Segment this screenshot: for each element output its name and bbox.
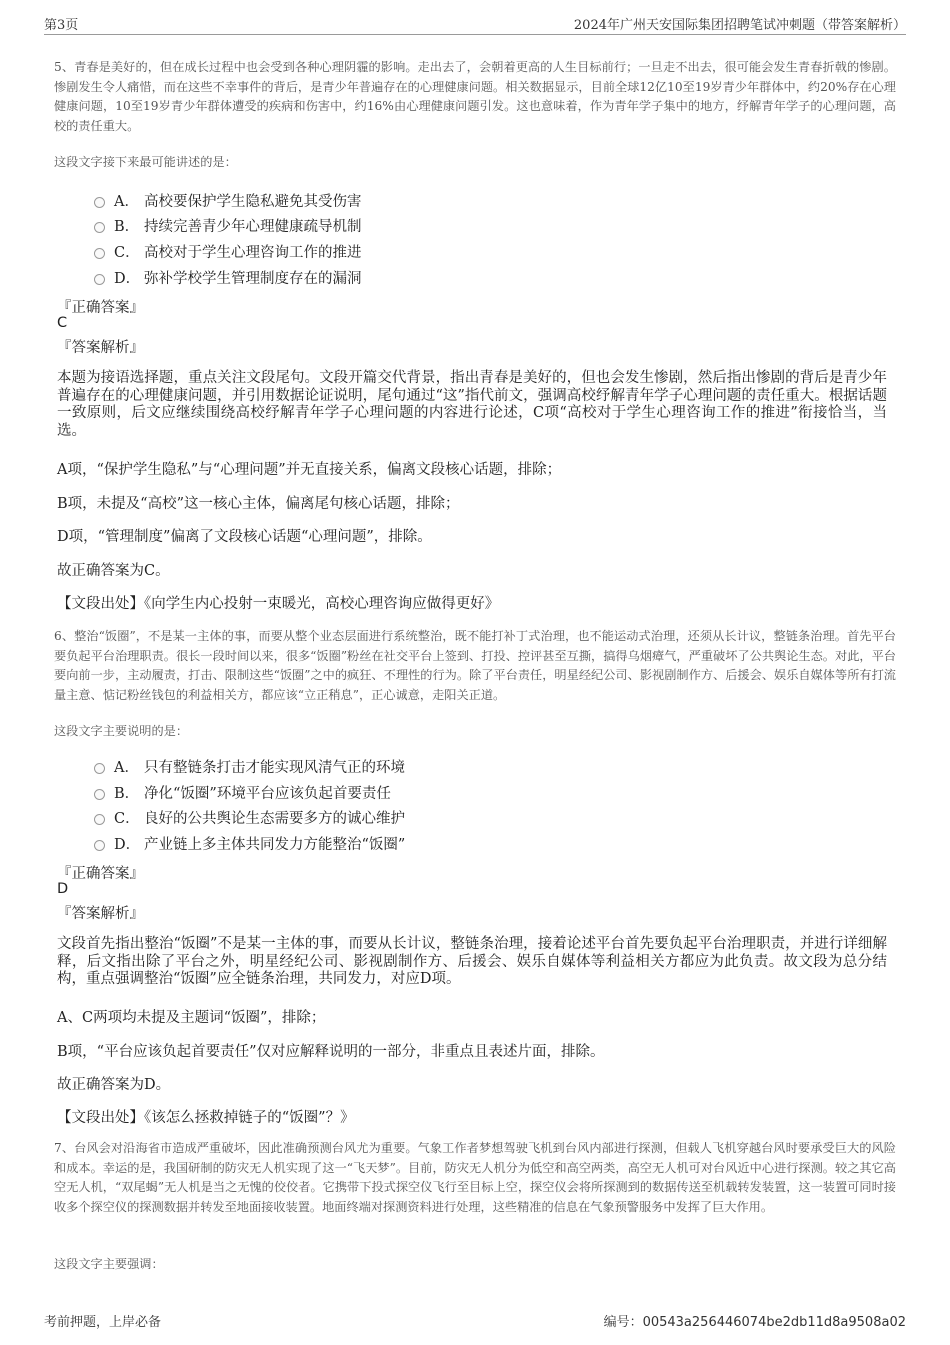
option-letter: C． bbox=[114, 244, 140, 261]
radio-icon[interactable] bbox=[94, 248, 105, 259]
option-text: 高校对于学生心理咨询工作的推进 bbox=[144, 244, 362, 261]
question-7-prompt: 这段文字主要强调： bbox=[54, 1257, 164, 1271]
q5-option-c[interactable] bbox=[94, 240, 362, 262]
question-6-prompt: 这段文字主要说明的是： bbox=[54, 724, 189, 738]
q5-answer-label: 『正确答案』 bbox=[57, 300, 144, 316]
q5-analysis-line: A项，“保护学生隐私”与“心理问题”并无直接关系，偏离文段核心话题，排除； bbox=[57, 462, 562, 478]
option-text: 持续完善青少年心理健康疏导机制 bbox=[144, 218, 362, 235]
radio-icon[interactable] bbox=[94, 789, 105, 800]
option-text: 弥补学校学生管理制度存在的漏洞 bbox=[144, 270, 362, 287]
option-text: 净化“饭圈”环境平台应该负起首要责任 bbox=[144, 785, 391, 802]
question-5-text: 5、青春是美好的，但在成长过程中也会受到各种心理阴霾的影响。走出去了，会朝着更高的人生目标前行；一旦走不出去，很可能会发生青春折戟的惨剧。惨剧发生令人痛惜，而在这些不幸事件的背后，是青少年普遍存在的心理健康问题。相关数据显示，目前全球12亿10至19岁青少年群体中，约20%存在心理健康问题，10至19岁青少年群体遭受的疾病和伤害中，约16%由心理健康问题引发。这也意味着，作为青年学子集中的地方，纾解青年学子的心理问题，高校的责任重大。 bbox=[54, 60, 896, 134]
q6-analysis-line: B项，“平台应该负起首要责任”仅对应解释说明的一部分，非重点且表述片面，排除。 bbox=[57, 1044, 605, 1060]
radio-icon[interactable] bbox=[94, 197, 105, 208]
q6-analysis-label: 『答案解析』 bbox=[57, 906, 144, 922]
q6-option-c[interactable] bbox=[94, 806, 405, 828]
q6-analysis-line: A、C两项均未提及主题词“饭圈”，排除； bbox=[57, 1010, 326, 1026]
q5-source: 【文段出处】《向学生内心投射一束暖光，高校心理咨询应做得更好》 bbox=[57, 596, 500, 612]
footer-slogan: 考前押题，上岸必备 bbox=[44, 1315, 162, 1330]
q6-answer: D bbox=[57, 881, 69, 897]
q5-option-b[interactable] bbox=[94, 214, 362, 236]
document-id-value: 00543a256446074be2db11d8a9508a02 bbox=[642, 1315, 906, 1330]
q5-option-d[interactable] bbox=[94, 266, 362, 288]
q6-analysis: 文段首先指出整治“饭圈”不是某一主体的事，而要从长计议，整链条治理，接着论述平台首先要负起平台治理职责，并进行详细解释，后文指出除了平台之外，明星经纪公司、影视剧制作方、后援会、娱乐自媒体等利益相关方都应为此负责。故文段为总分结构，重点强调整治“饭圈”应全链条治理，共同发力，对应D项。 bbox=[57, 936, 887, 987]
q6-option-a[interactable] bbox=[94, 755, 405, 777]
radio-icon[interactable] bbox=[94, 814, 105, 825]
question-7-text: 7、台风会对沿海省市造成严重破坏，因此准确预测台风尤为重要。气象工作者梦想驾驶飞机到台风内部进行探测，但载人飞机穿越台风时要承受巨大的风险和成本。幸运的是，我国研制的防灾无人机实现了这一“飞天梦”。目前，防灾无人机分为低空和高空两类，高空无人机可对台风近中心进行探测。较之其它高空无人机，“双尾蝎”无人机是当之无愧的佼佼者。它携带下投式探空仪飞行至目标上空，探空仪会将所探测到的数据传送至机载转发装置，这一装置可同时接收多个探空仪的探测数据并转发至地面接收装置。地面终端对探测资料进行处理，这些精准的信息在气象预警服务中发挥了巨大作用。 bbox=[54, 1141, 896, 1215]
radio-icon[interactable] bbox=[94, 763, 105, 774]
q5-conclusion: 故正确答案为C。 bbox=[57, 563, 170, 579]
option-text: 高校要保护学生隐私避免其受伤害 bbox=[144, 193, 362, 210]
option-letter: D． bbox=[114, 836, 141, 853]
document-title: 2024年广州天安国际集团招聘笔试冲刺题（带答案解析） bbox=[573, 18, 906, 33]
option-text: 良好的公共舆论生态需要多方的诚心维护 bbox=[144, 810, 405, 827]
page-number: 第3页 bbox=[44, 18, 79, 33]
option-text: 产业链上多主体共同发力方能整治“饭圈” bbox=[144, 836, 406, 853]
document-id bbox=[604, 1311, 906, 1330]
q6-answer-label: 『正确答案』 bbox=[57, 866, 144, 882]
option-letter: A． bbox=[114, 193, 139, 210]
q6-conclusion: 故正确答案为D。 bbox=[57, 1077, 171, 1093]
q5-analysis-line: D项，“管理制度”偏离了文段核心话题“心理问题”，排除。 bbox=[57, 529, 432, 545]
option-letter: A． bbox=[114, 759, 139, 776]
radio-icon[interactable] bbox=[94, 222, 105, 233]
option-text: 只有整链条打击才能实现风清气正的环境 bbox=[144, 759, 405, 776]
radio-icon[interactable] bbox=[94, 840, 105, 851]
q5-analysis-line: B项，未提及“高校”这一核心主体，偏离尾句核心话题，排除； bbox=[57, 496, 460, 512]
q6-option-d[interactable] bbox=[94, 832, 405, 854]
q5-answer: C bbox=[57, 315, 68, 331]
option-letter: B． bbox=[114, 785, 140, 802]
q6-option-b[interactable] bbox=[94, 781, 391, 803]
document-id-label: 编号： bbox=[603, 1315, 643, 1330]
page-header bbox=[44, 12, 906, 35]
radio-icon[interactable] bbox=[94, 274, 105, 285]
q5-option-a[interactable] bbox=[94, 189, 362, 211]
question-6-text: 6、整治“饭圈”，不是某一主体的事，而要从整个业态层面进行系统整治，既不能打补丁式治理，也不能运动式治理，还须从长计议，整链条治理。首先平台要负起平台治理职责。很长一段时间以来，很多“饭圈”粉丝在社交平台上签到、打投、控评甚至互撕，搞得乌烟瘴气，严重破坏了公共舆论生态。对此，平台要向前一步，主动履责，打击、限制这些“饭圈”之中的疯狂、不理性的行为。除了平台责任，明星经纪公司、影视剧制作方、后援会、娱乐自媒体等所有打流量主意、惦记粉丝钱包的利益相关方，都应该“立正稍息”，正心诚意，走阳关正道。 bbox=[54, 629, 896, 703]
q6-source: 【文段出处】《该怎么拯救掉链子的“饭圈”？》 bbox=[57, 1110, 355, 1126]
q5-analysis-label: 『答案解析』 bbox=[57, 340, 144, 356]
q5-analysis: 本题为接语选择题，重点关注文段尾句。文段开篇交代背景，指出青春是美好的，但也会发生惨剧，然后指出惨剧的背后是青少年普遍存在的心理健康问题，并引用数据论证说明，尾句通过“这”指代前文，强调高校纾解青年学子心理问题的责任重大。根据话题一致原则，后文应继续围绕高校纾解青年学子心理问题的内容进行论述，C项“高校对于学生心理咨询工作的推进”衔接恰当，当选。 bbox=[57, 370, 887, 439]
question-5-prompt: 这段文字接下来最可能讲述的是： bbox=[54, 155, 237, 169]
option-letter: C． bbox=[114, 810, 140, 827]
option-letter: B． bbox=[114, 218, 140, 235]
page-footer bbox=[44, 1311, 906, 1333]
option-letter: D． bbox=[114, 270, 141, 287]
